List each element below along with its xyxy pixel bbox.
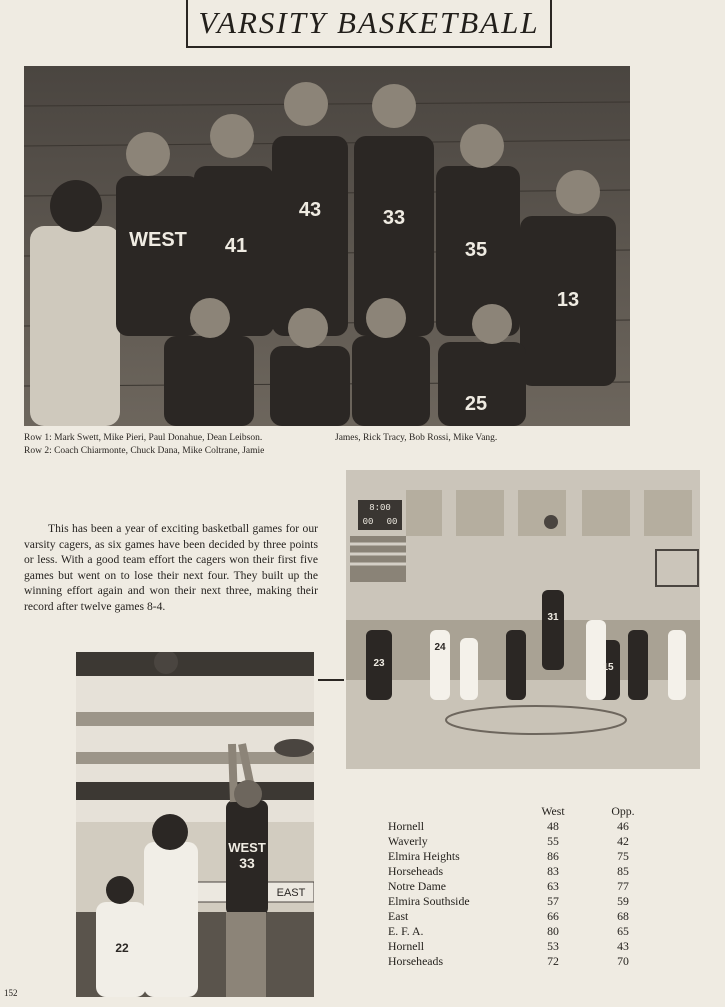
- west-score: 63: [547, 879, 559, 893]
- opponent-name: Waverly: [388, 834, 428, 848]
- opponent-name: Hornell: [388, 819, 425, 833]
- opponent-name: Elmira Heights: [388, 849, 460, 863]
- west-score: 66: [547, 909, 559, 923]
- jersey-number: 41: [224, 235, 248, 257]
- page-title-box: [186, 0, 552, 48]
- west-score: 55: [547, 834, 559, 848]
- jump-ball-photo: [346, 470, 700, 769]
- page-number: 152: [4, 988, 18, 998]
- opponent-name: E. F. A.: [388, 924, 424, 938]
- west-score: 53: [547, 939, 559, 953]
- west-score: 48: [547, 819, 559, 833]
- jersey-number: 43: [298, 199, 322, 221]
- caption-row2-cont: James, Rick Tracy, Bob Rossi, Mike Vang.: [335, 433, 498, 443]
- opp-score: 42: [617, 834, 629, 848]
- opponent-name: East: [388, 909, 409, 923]
- player-number: 31: [547, 612, 559, 623]
- opponent-name: Notre Dame: [388, 879, 446, 893]
- jersey-number: 25: [464, 393, 488, 415]
- header-team: [388, 804, 518, 819]
- caption-row2: Row 2: Coach Chiarmonte, Chuck Dana, Mike Coltrane, Jamie: [24, 446, 265, 456]
- season-scores-table: [388, 804, 658, 969]
- opp-score: 43: [617, 939, 629, 953]
- scoreboard-clock: 8:00: [369, 503, 391, 513]
- west-score: 83: [547, 864, 559, 878]
- west-score: 80: [547, 924, 559, 938]
- shooter-number: 33: [239, 855, 255, 871]
- west-score: 72: [547, 954, 559, 968]
- jersey-number: 13: [556, 289, 580, 311]
- shooter-jersey-text: WEST: [228, 840, 266, 855]
- table-row: [388, 879, 658, 894]
- scoreboard-right: 00: [386, 517, 398, 527]
- header-west: West: [541, 804, 565, 818]
- table-row: [388, 954, 658, 969]
- west-score: 86: [547, 849, 559, 863]
- table-row: [388, 939, 658, 954]
- table-row: [388, 834, 658, 849]
- jersey-text: WEST: [129, 229, 187, 251]
- opponent-name: Hornell: [388, 939, 425, 953]
- jersey-number: 33: [382, 207, 406, 229]
- caption-row1: Row 1: Mark Swett, Mike Pieri, Paul Donahue, Dean Leibson.: [24, 433, 263, 443]
- opponent-name: Horseheads: [388, 954, 444, 968]
- table-row: [388, 894, 658, 909]
- table-row: [388, 909, 658, 924]
- opponent-name: Horseheads: [388, 864, 444, 878]
- page-title: VARSITY BASKETBALL: [198, 5, 540, 40]
- table-row: [388, 819, 658, 834]
- opp-score: 68: [617, 909, 629, 923]
- article-text: This has been a year of exciting basketball games for our varsity cagers, as six games have been decided by three points or less. With a good team effort the cagers won their first five games but went on to lose their next four. They built up the winning effort again and won their next three, making their record after twelve games 8-4.: [24, 522, 318, 613]
- opp-score: 75: [617, 849, 629, 863]
- divider: [318, 679, 344, 681]
- west-score: 57: [547, 894, 559, 908]
- player-number: 23: [373, 658, 385, 669]
- player-number: 15: [602, 662, 614, 673]
- jersey-number: 35: [464, 239, 488, 261]
- table-row: [388, 924, 658, 939]
- opponent-name: Elmira Southside: [388, 894, 470, 908]
- header-opp: Opp.: [611, 804, 635, 818]
- player-number: 24: [434, 642, 446, 653]
- opponent-number: 22: [115, 941, 129, 955]
- scores-header-row: [388, 804, 658, 819]
- table-row: [388, 849, 658, 864]
- opp-score: 65: [617, 924, 629, 938]
- opp-score: 85: [617, 864, 629, 878]
- scoreboard-left: 00: [362, 517, 374, 527]
- opp-score: 46: [617, 819, 629, 833]
- table-row: [388, 864, 658, 879]
- opp-score: 77: [617, 879, 629, 893]
- wall-banner-text: EAST: [276, 887, 306, 899]
- opp-score: 59: [617, 894, 629, 908]
- opp-score: 70: [617, 954, 629, 968]
- team-photo: [24, 66, 630, 426]
- jump-shot-photo: [76, 652, 314, 997]
